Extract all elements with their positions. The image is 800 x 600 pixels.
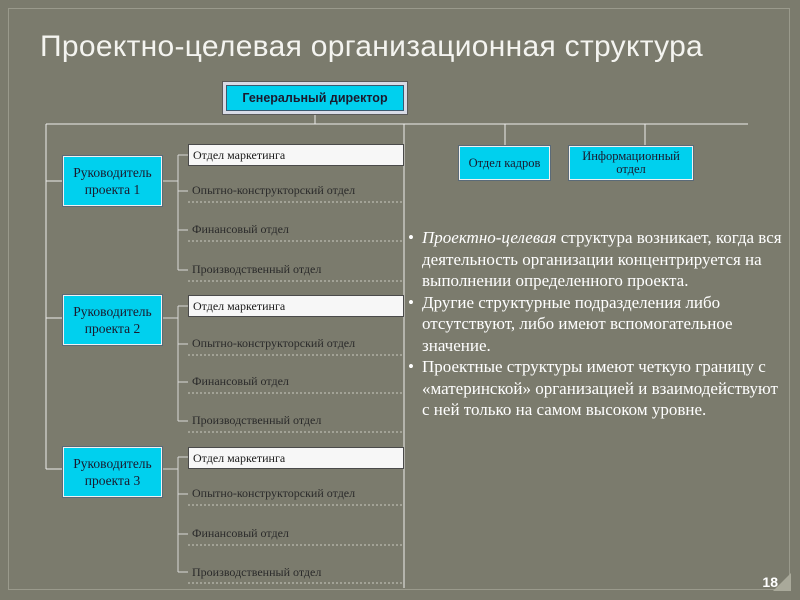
bullet-marker: • xyxy=(408,292,414,312)
slide-title: Проектно-целевая организационная структура xyxy=(40,30,704,63)
bullet-text: Другие структурные подразделения либо отсутствуют, либо имеют вспомогательное значение. xyxy=(422,292,733,355)
project-manager-3-box xyxy=(63,447,162,497)
dept-production-3: Производственный отдел xyxy=(192,565,322,579)
dept-marketing-1: Отдел маркетинга xyxy=(188,144,404,166)
project-manager-1-label: Руководитель проекта 1 xyxy=(73,165,152,197)
dept-production-1: Производственный отдел xyxy=(192,262,322,276)
project-manager-3-label: Руководитель проекта 3 xyxy=(73,456,152,488)
project-manager-2-box xyxy=(63,295,162,345)
dept-rnd-2: Опытно-конструкторский отдел xyxy=(192,336,356,350)
project-manager-2-label: Руководитель проекта 2 xyxy=(73,304,152,336)
bullet-emphasis: Проектно-целевая xyxy=(422,228,557,247)
project-manager-1-box xyxy=(63,156,162,206)
dept-marketing-2: Отдел маркетинга xyxy=(188,295,404,317)
dept-rnd-3: Опытно-конструкторский отдел xyxy=(192,486,356,500)
page-number: 18 xyxy=(762,574,778,590)
dept-rnd-1: Опытно-конструкторский отдел xyxy=(192,183,356,197)
dept-finance-3: Финансовый отдел xyxy=(192,526,289,540)
dept-marketing-3: Отдел маркетинга xyxy=(188,447,404,469)
it-department-box xyxy=(569,146,693,180)
bullet-marker: • xyxy=(408,228,414,247)
bullet-list xyxy=(408,227,788,421)
bullet-item-1 xyxy=(408,227,788,292)
bullet-text: Проектные структуры имеют четкую границу с «материнской» организацией и взаимодействуют с ней только на самом высоком уровне. xyxy=(422,357,778,419)
bullet-item-2 xyxy=(408,292,788,357)
it-department-label: Информационный отдел xyxy=(582,149,680,176)
general-director-label: Генеральный директор xyxy=(226,85,404,111)
general-director-box xyxy=(222,81,408,115)
dept-finance-2: Финансовый отдел xyxy=(192,374,289,388)
bullet-text: структура возникает, когда вся деятельность организации концентрируется на выполнении определенного проекта. xyxy=(422,228,782,290)
dept-production-2: Производственный отдел xyxy=(192,413,322,427)
hr-department-box xyxy=(459,146,550,180)
dept-finance-1: Финансовый отдел xyxy=(192,222,289,236)
bullet-item-3 xyxy=(408,356,788,421)
bullet-marker: • xyxy=(408,357,414,376)
hr-department-label: Отдел кадров xyxy=(468,155,541,170)
